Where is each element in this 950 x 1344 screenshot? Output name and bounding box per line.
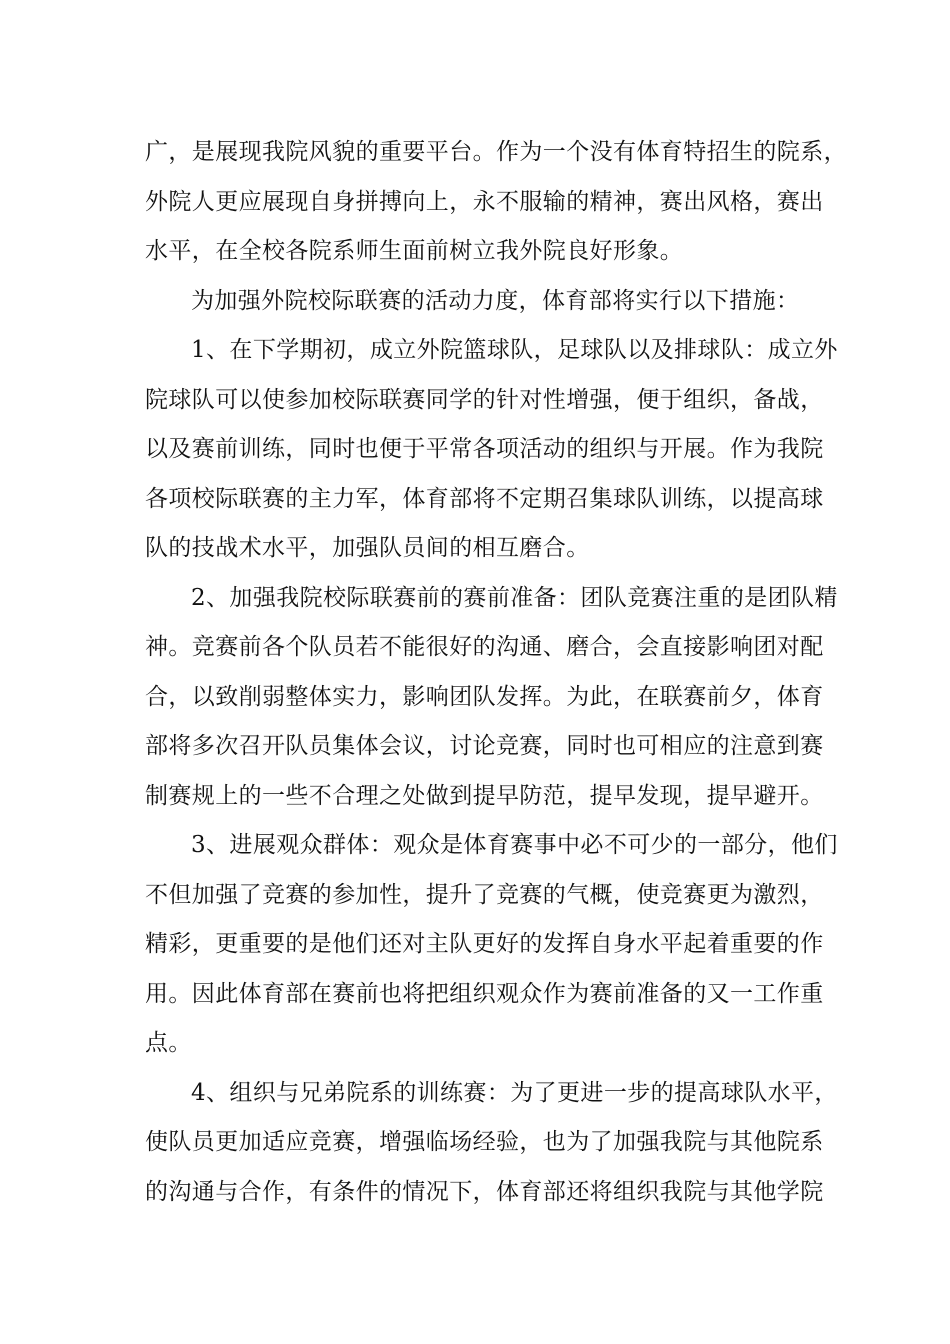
text-line: 用。因此体育部在赛前也将把组织观众作为赛前准备的又一工作重 [145, 980, 824, 1007]
text-line: 合，以致削弱整体实力，影响团队发挥。为此，在联赛前夕，体育 [145, 683, 824, 710]
text-line: 队的技战术水平，加强队员间的相互磨合。 [145, 535, 590, 561]
text-line: 部将多次召开队员集体会议，讨论竞赛，同时也可相应的注意到赛 [145, 733, 824, 759]
text-line: 以及赛前训练，同时也便于平常各项活动的组织与开展。作为我院 [145, 436, 824, 462]
text-line: 神。竞赛前各个队员若不能很好的沟通、磨合，会直接影响团对配 [145, 634, 824, 660]
text-line: 广，是展现我院风貌的重要平台。作为一个没有体育特招生的院系， [145, 139, 847, 165]
text-line: 各项校际联赛的主力军，体育部将不定期召集球队训练，以提高球 [145, 485, 824, 512]
paragraph-first-line: 1、在下学期初，成立外院篮球队，足球队以及排球队：成立外 [191, 337, 838, 363]
text-line: 制赛规上的一些不合理之处做到提早防范，提早发现，提早避开。 [145, 782, 824, 809]
paragraph-first-line: 2、加强我院校际联赛前的赛前准备：团队竞赛注重的是团队精 [191, 584, 838, 611]
text-line: 不但加强了竞赛的参加性，提升了竞赛的气概，使竞赛更为激烈， [145, 881, 824, 908]
text-line: 院球队可以使参加校际联赛同学的针对性增强，便于组织，备战， [145, 386, 824, 413]
document-body [145, 128, 847, 1217]
text-line: 的沟通与合作，有条件的情况下，体育部还将组织我院与其他学院 [145, 1178, 824, 1205]
text-line: 点。 [145, 1030, 192, 1056]
text-line: 使队员更加适应竞赛，增强临场经验，也为了加强我院与其他院系 [145, 1129, 824, 1155]
paragraph-first-line: 4、组织与兄弟院系的训练赛：为了更进一步的提高球队水平， [191, 1079, 838, 1106]
text-line: 精彩，更重要的是他们还对主队更好的发挥自身水平起着重要的作 [145, 931, 824, 957]
text-line: 外院人更应展现自身拼搏向上，永不服输的精神，赛出风格，赛出 [145, 188, 824, 215]
paragraph-first-line: 为加强外院校际联赛的活动力度，体育部将实行以下措施： [191, 287, 800, 314]
paragraph-first-line: 3、进展观众群体：观众是体育赛事中必不可少的一部分，他们 [191, 832, 838, 858]
text-line: 水平，在全校各院系师生面前树立我外院良好形象。 [145, 238, 684, 264]
